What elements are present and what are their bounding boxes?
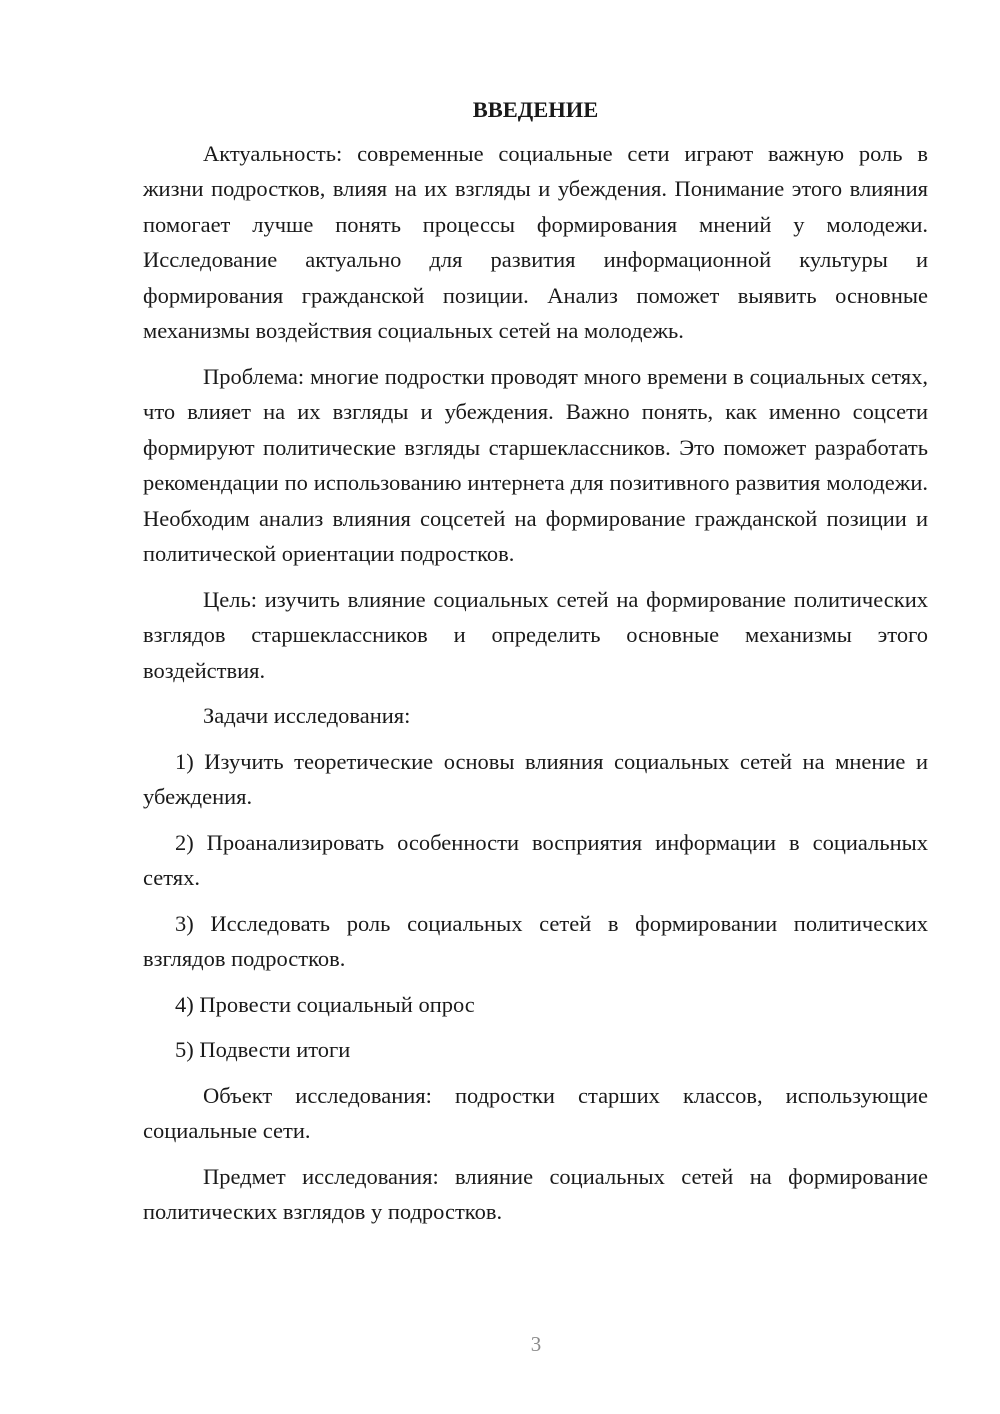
paragraph-goal: Цель: изучить влияние социальных сетей на формирование политических взглядов старшеклассников и определить основные механизмы этого воздействия. (143, 586, 928, 683)
paragraph-problem: Проблема: многие подростки проводят много времени в социальных сетях, что влияет на их взгляды и убеждения. Важно понять, как именно соцсети формируют политические взгляды старшеклассников. Это поможет разработать рекомендации по использованию интернета для позитивного развития молодежи. Необходим анализ влияния соцсетей на формирование гражданской позиции и политической ориентации подростков. (143, 363, 928, 566)
task-item-1: 1) Изучить теоретические основы влияния социальных сетей на мнение и убеждения. (143, 748, 928, 809)
task-item-4: 4) Провести социальный опрос (175, 991, 475, 1017)
task-item-3: 3) Исследовать роль социальных сетей в формировании политических взглядов подростков. (143, 910, 928, 971)
page-content (143, 92, 928, 1240)
paragraph-subject: Предмет исследования: влияние социальных сетей на формирование политических взглядов у подростков. (143, 1163, 928, 1224)
task-item-2: 2) Проанализировать особенности восприятия информации в социальных сетях. (143, 829, 928, 890)
tasks-heading: Задачи исследования: (203, 703, 411, 728)
paragraph-object: Объект исследования: подростки старших классов, использующие социальные сети. (143, 1082, 928, 1143)
page-title: ВВЕДЕНИЕ (472, 97, 599, 122)
page-number: 3 (530, 1332, 542, 1356)
paragraph-actuality: Актуальность: современные социальные сети играют важную роль в жизни подростков, влияя на их взгляды и убеждения. Понимание этого влияния помогает лучше понять процессы формирования мнений у молодежи. Исследование актуально для развития информационной культуры и формирования гражданской позиции. Анализ поможет выявить основные механизмы воздействия социальных сетей на молодежь. (143, 140, 928, 343)
task-item-5: 5) Подвести итоги (175, 1037, 351, 1062)
